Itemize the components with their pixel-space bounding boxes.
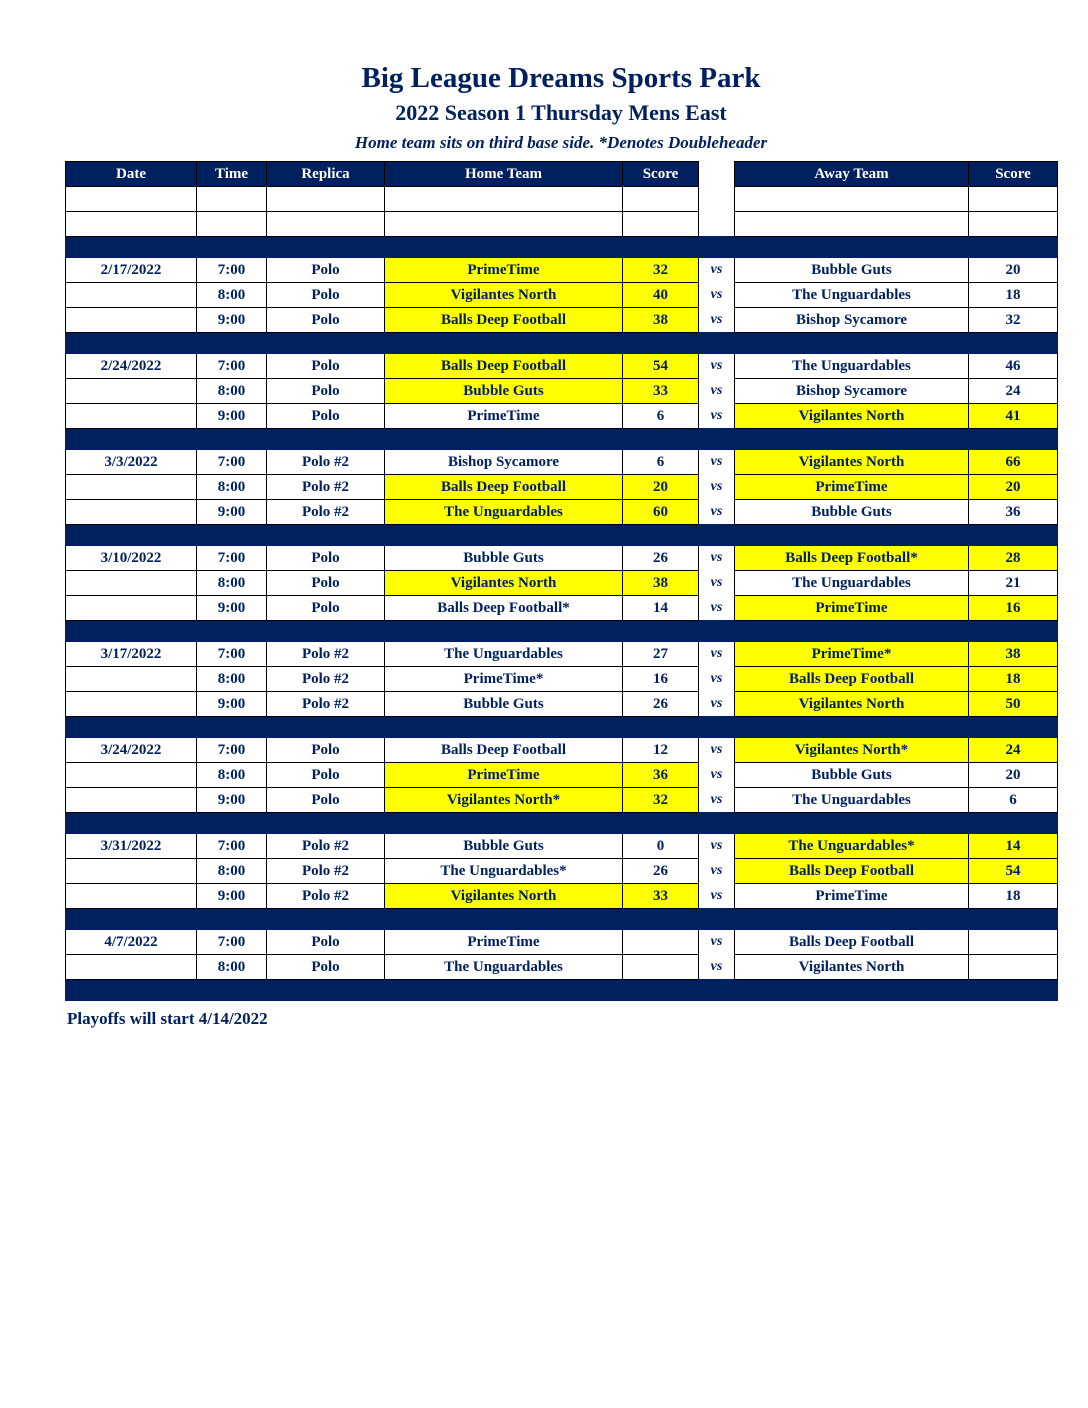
home-score-cell: 40 [623, 283, 699, 308]
away-score-cell: 54 [969, 859, 1058, 884]
home-score-cell [623, 955, 699, 980]
home-score-cell [623, 212, 699, 237]
home-score-cell: 20 [623, 475, 699, 500]
away-score-cell: 36 [969, 500, 1058, 525]
replica-cell: Polo [267, 738, 385, 763]
replica-cell: Polo [267, 354, 385, 379]
home-score-cell: 12 [623, 738, 699, 763]
vs-cell: vs [699, 404, 735, 429]
away-team-cell: The Unguardables [735, 788, 969, 813]
replica-cell: Polo [267, 283, 385, 308]
away-score-cell: 41 [969, 404, 1058, 429]
away-team-cell: PrimeTime [735, 884, 969, 909]
home-team-cell: Vigilantes North [385, 571, 623, 596]
time-cell: 9:00 [197, 500, 267, 525]
game-row [66, 859, 1058, 884]
time-cell: 8:00 [197, 667, 267, 692]
game-row [66, 884, 1058, 909]
replica-cell: Polo #2 [267, 834, 385, 859]
date-cell: 3/3/2022 [66, 450, 197, 475]
replica-cell: Polo #2 [267, 884, 385, 909]
home-score-cell: 26 [623, 859, 699, 884]
date-cell: 2/17/2022 [66, 258, 197, 283]
vs-cell: vs [699, 500, 735, 525]
replica-cell [267, 187, 385, 212]
game-row [66, 546, 1058, 571]
replica-cell: Polo [267, 571, 385, 596]
date-cell [66, 308, 197, 333]
schedule-table [65, 161, 1058, 1001]
date-cell [66, 187, 197, 212]
away-score-cell: 20 [969, 475, 1058, 500]
page-subtitle: 2022 Season 1 Thursday Mens East [395, 100, 727, 125]
vs-cell: vs [699, 283, 735, 308]
time-cell: 8:00 [197, 859, 267, 884]
away-score-cell: 24 [969, 379, 1058, 404]
away-score-cell [969, 187, 1058, 212]
away-score-cell: 38 [969, 642, 1058, 667]
game-row [66, 834, 1058, 859]
time-cell: 8:00 [197, 571, 267, 596]
away-team-cell: PrimeTime [735, 475, 969, 500]
home-team-cell: PrimeTime [385, 930, 623, 955]
separator-row [66, 717, 1058, 738]
vs-cell: vs [699, 834, 735, 859]
home-team-cell: Vigilantes North [385, 283, 623, 308]
away-score-cell: 46 [969, 354, 1058, 379]
away-score-cell [969, 930, 1058, 955]
away-score-cell: 50 [969, 692, 1058, 717]
separator-row [66, 237, 1058, 258]
away-score-cell [969, 212, 1058, 237]
replica-cell: Polo #2 [267, 450, 385, 475]
away-team-cell: The Unguardables [735, 354, 969, 379]
time-cell: 9:00 [197, 308, 267, 333]
game-row [66, 475, 1058, 500]
separator-bar [66, 333, 1058, 354]
away-team-cell: Vigilantes North [735, 955, 969, 980]
time-cell [197, 187, 267, 212]
away-team-cell: Vigilantes North* [735, 738, 969, 763]
header-away-score: Score [969, 162, 1058, 187]
header-away-team: Away Team [735, 162, 969, 187]
replica-cell: Polo #2 [267, 500, 385, 525]
away-score-cell: 66 [969, 450, 1058, 475]
time-cell: 7:00 [197, 738, 267, 763]
vs-cell: vs [699, 692, 735, 717]
vs-cell: vs [699, 379, 735, 404]
home-team-cell: Vigilantes North* [385, 788, 623, 813]
away-team-cell: PrimeTime* [735, 642, 969, 667]
separator-bar [66, 980, 1058, 1001]
separator-row [66, 621, 1058, 642]
separator-row [66, 909, 1058, 930]
date-cell [66, 571, 197, 596]
date-cell [66, 859, 197, 884]
away-score-cell: 20 [969, 258, 1058, 283]
away-team-cell: Bubble Guts [735, 258, 969, 283]
header-home-team: Home Team [385, 162, 623, 187]
separator-row [66, 333, 1058, 354]
date-cell [66, 500, 197, 525]
home-team-cell: Balls Deep Football [385, 354, 623, 379]
away-score-cell: 32 [969, 308, 1058, 333]
home-score-cell: 33 [623, 379, 699, 404]
home-team-cell: The Unguardables [385, 500, 623, 525]
date-cell: 4/7/2022 [66, 930, 197, 955]
home-team-cell [385, 187, 623, 212]
time-cell: 8:00 [197, 955, 267, 980]
replica-cell: Polo [267, 308, 385, 333]
game-row [66, 667, 1058, 692]
home-score-cell: 26 [623, 546, 699, 571]
game-row [66, 258, 1058, 283]
away-team-cell: The Unguardables [735, 571, 969, 596]
vs-cell: vs [699, 571, 735, 596]
home-team-cell: PrimeTime [385, 258, 623, 283]
vs-cell: vs [699, 884, 735, 909]
away-team-cell: Balls Deep Football [735, 859, 969, 884]
date-cell [66, 379, 197, 404]
header-row [66, 162, 1058, 187]
time-cell: 7:00 [197, 642, 267, 667]
page-title: Big League Dreams Sports Park [361, 62, 761, 94]
header-time: Time [197, 162, 267, 187]
replica-cell: Polo [267, 930, 385, 955]
time-cell: 7:00 [197, 354, 267, 379]
empty-row [66, 212, 1058, 237]
separator-bar [66, 717, 1058, 738]
away-team-cell [735, 212, 969, 237]
away-team-cell: Bubble Guts [735, 763, 969, 788]
away-score-cell: 21 [969, 571, 1058, 596]
header-date: Date [66, 162, 197, 187]
replica-cell: Polo [267, 379, 385, 404]
game-row [66, 450, 1058, 475]
date-cell: 2/24/2022 [66, 354, 197, 379]
date-cell: 3/31/2022 [66, 834, 197, 859]
date-cell [66, 283, 197, 308]
away-team-cell: The Unguardables* [735, 834, 969, 859]
away-score-cell: 18 [969, 283, 1058, 308]
replica-cell: Polo [267, 546, 385, 571]
game-row [66, 308, 1058, 333]
vs-cell: vs [699, 763, 735, 788]
separator-row [66, 429, 1058, 450]
away-team-cell: Bishop Sycamore [735, 379, 969, 404]
replica-cell [267, 212, 385, 237]
game-row [66, 571, 1058, 596]
game-row [66, 788, 1058, 813]
replica-cell: Polo #2 [267, 859, 385, 884]
date-cell [66, 404, 197, 429]
home-team-cell: Bishop Sycamore [385, 450, 623, 475]
home-team-cell: Balls Deep Football [385, 308, 623, 333]
away-team-cell: Vigilantes North [735, 692, 969, 717]
game-row [66, 500, 1058, 525]
home-score-cell: 36 [623, 763, 699, 788]
replica-cell: Polo [267, 763, 385, 788]
separator-bar [66, 621, 1058, 642]
replica-cell: Polo #2 [267, 475, 385, 500]
vs-cell: vs [699, 788, 735, 813]
separator-row [66, 980, 1058, 1001]
separator-bar [66, 813, 1058, 834]
separator-bar [66, 237, 1058, 258]
game-row [66, 283, 1058, 308]
page [65, 0, 1057, 1029]
date-cell [66, 596, 197, 621]
home-team-cell: PrimeTime [385, 763, 623, 788]
game-row [66, 404, 1058, 429]
playoffs-note: Playoffs will start 4/14/2022 [67, 1009, 268, 1028]
time-cell: 8:00 [197, 379, 267, 404]
home-team-cell: Balls Deep Football* [385, 596, 623, 621]
home-score-cell: 60 [623, 500, 699, 525]
vs-cell: vs [699, 258, 735, 283]
vs-cell: vs [699, 738, 735, 763]
home-team-cell: Balls Deep Football [385, 738, 623, 763]
away-team-cell: Balls Deep Football [735, 930, 969, 955]
away-score-cell: 18 [969, 667, 1058, 692]
away-team-cell: The Unguardables [735, 283, 969, 308]
away-score-cell [969, 955, 1058, 980]
away-score-cell: 28 [969, 546, 1058, 571]
vs-cell: vs [699, 450, 735, 475]
home-score-cell [623, 930, 699, 955]
vs-cell: vs [699, 667, 735, 692]
vs-cell: vs [699, 354, 735, 379]
date-cell [66, 692, 197, 717]
home-team-cell: Vigilantes North [385, 884, 623, 909]
replica-cell: Polo #2 [267, 667, 385, 692]
home-team-cell [385, 212, 623, 237]
game-row [66, 930, 1058, 955]
replica-cell: Polo [267, 258, 385, 283]
separator-row [66, 813, 1058, 834]
vs-cell: vs [699, 859, 735, 884]
game-row [66, 642, 1058, 667]
away-score-cell: 24 [969, 738, 1058, 763]
vs-cell: vs [699, 955, 735, 980]
time-cell: 7:00 [197, 834, 267, 859]
home-score-cell: 16 [623, 667, 699, 692]
vs-cell: vs [699, 596, 735, 621]
date-cell [66, 884, 197, 909]
home-team-cell: Balls Deep Football [385, 475, 623, 500]
game-row [66, 955, 1058, 980]
replica-cell: Polo [267, 955, 385, 980]
home-score-cell: 32 [623, 258, 699, 283]
replica-cell: Polo [267, 404, 385, 429]
home-team-cell: The Unguardables* [385, 859, 623, 884]
date-cell: 3/17/2022 [66, 642, 197, 667]
away-team-cell: Bubble Guts [735, 500, 969, 525]
date-cell [66, 212, 197, 237]
home-score-cell: 27 [623, 642, 699, 667]
away-score-cell: 16 [969, 596, 1058, 621]
vs-cell: vs [699, 475, 735, 500]
replica-cell: Polo [267, 596, 385, 621]
home-team-cell: Bubble Guts [385, 692, 623, 717]
date-cell [66, 955, 197, 980]
away-team-cell: Balls Deep Football [735, 667, 969, 692]
vs-cell: vs [699, 308, 735, 333]
time-cell: 9:00 [197, 692, 267, 717]
home-team-cell: Bubble Guts [385, 546, 623, 571]
time-cell: 7:00 [197, 546, 267, 571]
date-cell [66, 667, 197, 692]
away-team-cell: Balls Deep Football* [735, 546, 969, 571]
game-row [66, 354, 1058, 379]
time-cell: 7:00 [197, 930, 267, 955]
home-score-cell: 54 [623, 354, 699, 379]
away-score-cell: 18 [969, 884, 1058, 909]
separator-bar [66, 429, 1058, 450]
home-team-cell: The Unguardables [385, 642, 623, 667]
home-score-cell: 26 [623, 692, 699, 717]
time-cell: 7:00 [197, 450, 267, 475]
header-replica: Replica [267, 162, 385, 187]
vs-cell: vs [699, 642, 735, 667]
home-score-cell [623, 187, 699, 212]
time-cell: 8:00 [197, 475, 267, 500]
home-team-cell: Bubble Guts [385, 379, 623, 404]
away-team-cell: Vigilantes North [735, 450, 969, 475]
home-team-cell: The Unguardables [385, 955, 623, 980]
date-cell: 3/10/2022 [66, 546, 197, 571]
header-vs-gap [699, 162, 735, 187]
home-score-cell: 14 [623, 596, 699, 621]
time-cell: 9:00 [197, 884, 267, 909]
time-cell [197, 212, 267, 237]
date-cell [66, 475, 197, 500]
vs-cell [699, 187, 735, 212]
page-note: Home team sits on third base side. *Denotes Doubleheader [354, 133, 768, 152]
replica-cell: Polo #2 [267, 692, 385, 717]
home-team-cell: Bubble Guts [385, 834, 623, 859]
separator-bar [66, 525, 1058, 546]
home-score-cell: 38 [623, 571, 699, 596]
away-team-cell [735, 187, 969, 212]
game-row [66, 763, 1058, 788]
vs-cell: vs [699, 546, 735, 571]
replica-cell: Polo #2 [267, 642, 385, 667]
replica-cell: Polo [267, 788, 385, 813]
header-home-score: Score [623, 162, 699, 187]
date-cell [66, 763, 197, 788]
game-row [66, 596, 1058, 621]
date-cell [66, 788, 197, 813]
away-score-cell: 14 [969, 834, 1058, 859]
separator-row [66, 525, 1058, 546]
home-score-cell: 38 [623, 308, 699, 333]
empty-row [66, 187, 1058, 212]
away-score-cell: 6 [969, 788, 1058, 813]
away-score-cell: 20 [969, 763, 1058, 788]
date-cell: 3/24/2022 [66, 738, 197, 763]
separator-bar [66, 909, 1058, 930]
game-row [66, 692, 1058, 717]
game-row [66, 738, 1058, 763]
home-score-cell: 32 [623, 788, 699, 813]
vs-cell: vs [699, 930, 735, 955]
home-team-cell: PrimeTime* [385, 667, 623, 692]
away-team-cell: PrimeTime [735, 596, 969, 621]
home-score-cell: 0 [623, 834, 699, 859]
away-team-cell: Bishop Sycamore [735, 308, 969, 333]
time-cell: 9:00 [197, 404, 267, 429]
time-cell: 8:00 [197, 763, 267, 788]
time-cell: 9:00 [197, 788, 267, 813]
game-row [66, 379, 1058, 404]
home-score-cell: 33 [623, 884, 699, 909]
time-cell: 9:00 [197, 596, 267, 621]
vs-cell [699, 212, 735, 237]
home-score-cell: 6 [623, 450, 699, 475]
away-team-cell: Vigilantes North [735, 404, 969, 429]
time-cell: 7:00 [197, 258, 267, 283]
home-team-cell: PrimeTime [385, 404, 623, 429]
time-cell: 8:00 [197, 283, 267, 308]
home-score-cell: 6 [623, 404, 699, 429]
